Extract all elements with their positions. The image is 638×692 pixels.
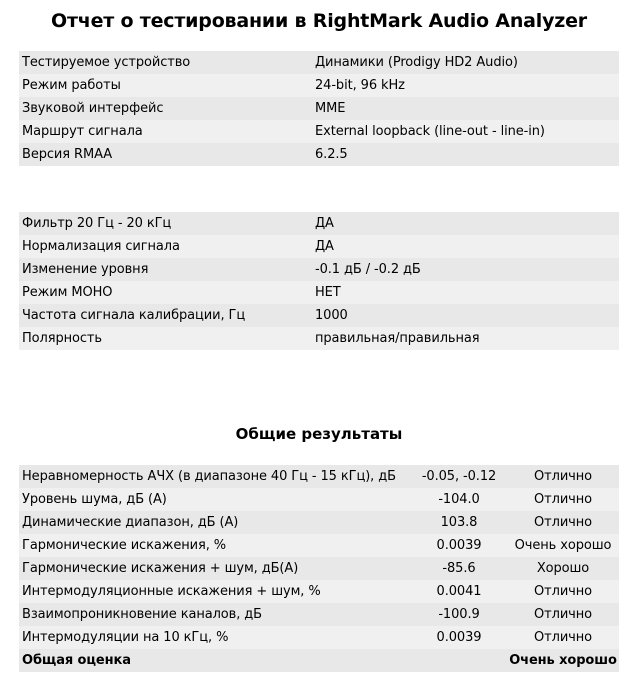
metric-value: -100.9 — [411, 603, 507, 626]
total-row — [19, 649, 619, 672]
table-row — [19, 235, 619, 258]
metric-grade: Отлично — [507, 488, 619, 511]
row-value: 1000 — [312, 304, 619, 327]
total-grade: Очень хорошо — [507, 649, 619, 672]
metric-grade: Отлично — [507, 626, 619, 649]
row-label: Полярность — [19, 327, 312, 350]
metric-grade: Хорошо — [507, 557, 619, 580]
results-heading: Общие результаты — [235, 425, 403, 443]
row-value: MME — [312, 97, 619, 120]
row-value: 24-bit, 96 kHz — [312, 74, 619, 97]
table-row — [19, 534, 619, 557]
table-row — [19, 120, 619, 143]
metric-value: 0.0041 — [411, 580, 507, 603]
table-row — [19, 304, 619, 327]
table-row — [19, 488, 619, 511]
total-label: Общая оценка — [19, 649, 411, 672]
row-label: Версия RMAA — [19, 143, 312, 166]
row-label: Нормализация сигнала — [19, 235, 312, 258]
results-table — [19, 465, 619, 672]
table-row — [19, 258, 619, 281]
table-row — [19, 51, 619, 74]
metric-name: Уровень шума, дБ (А) — [19, 488, 411, 511]
metric-name: Интермодуляционные искажения + шум, % — [19, 580, 411, 603]
row-value: Динамики (Prodigy HD2 Audio) — [312, 51, 619, 74]
row-label: Тестируемое устройство — [19, 51, 312, 74]
metric-grade: Очень хорошо — [507, 534, 619, 557]
metric-grade: Отлично — [507, 580, 619, 603]
row-value: 6.2.5 — [312, 143, 619, 166]
metric-value: -104.0 — [411, 488, 507, 511]
total-value — [411, 649, 507, 672]
metric-value: -0.05, -0.12 — [411, 465, 507, 488]
table-row — [19, 603, 619, 626]
table-row — [19, 212, 619, 235]
report-title: Отчет о тестировании в RightMark Audio Analyzer — [51, 10, 587, 32]
table-row — [19, 281, 619, 304]
metric-value: 0.0039 — [411, 626, 507, 649]
table-row — [19, 626, 619, 649]
table-row — [19, 465, 619, 488]
metric-grade: Отлично — [507, 603, 619, 626]
table-row — [19, 327, 619, 350]
row-value: правильная/правильная — [312, 327, 619, 350]
row-label: Режим МОНО — [19, 281, 312, 304]
table-row — [19, 74, 619, 97]
row-label: Частота сигнала калибрации, Гц — [19, 304, 312, 327]
metric-name: Гармонические искажения + шум, дБ(A) — [19, 557, 411, 580]
row-value: -0.1 дБ / -0.2 дБ — [312, 258, 619, 281]
row-value: ДА — [312, 235, 619, 258]
metric-value: -85.6 — [411, 557, 507, 580]
metric-grade: Отлично — [507, 465, 619, 488]
row-label: Фильтр 20 Гц - 20 кГц — [19, 212, 312, 235]
row-value: ДА — [312, 212, 619, 235]
row-label: Изменение уровня — [19, 258, 312, 281]
table-row — [19, 557, 619, 580]
row-value: НЕТ — [312, 281, 619, 304]
row-label: Маршрут сигнала — [19, 120, 312, 143]
table-row — [19, 580, 619, 603]
row-value: External loopback (line-out - line-in) — [312, 120, 619, 143]
table-row — [19, 97, 619, 120]
settings-table — [19, 212, 619, 350]
table-row — [19, 511, 619, 534]
metric-name: Гармонические искажения, % — [19, 534, 411, 557]
metric-value: 0.0039 — [411, 534, 507, 557]
metric-name: Интермодуляции на 10 кГц, % — [19, 626, 411, 649]
metric-name: Взаимопроникновение каналов, дБ — [19, 603, 411, 626]
metric-grade: Отлично — [507, 511, 619, 534]
row-label: Звуковой интерфейс — [19, 97, 312, 120]
metric-name: Неравномерность АЧХ (в диапазоне 40 Гц - 15 кГц), дБ — [19, 465, 411, 488]
device-info-table — [19, 51, 619, 166]
row-label: Режим работы — [19, 74, 312, 97]
table-row — [19, 143, 619, 166]
metric-value: 103.8 — [411, 511, 507, 534]
metric-name: Динамические диапазон, дБ (А) — [19, 511, 411, 534]
